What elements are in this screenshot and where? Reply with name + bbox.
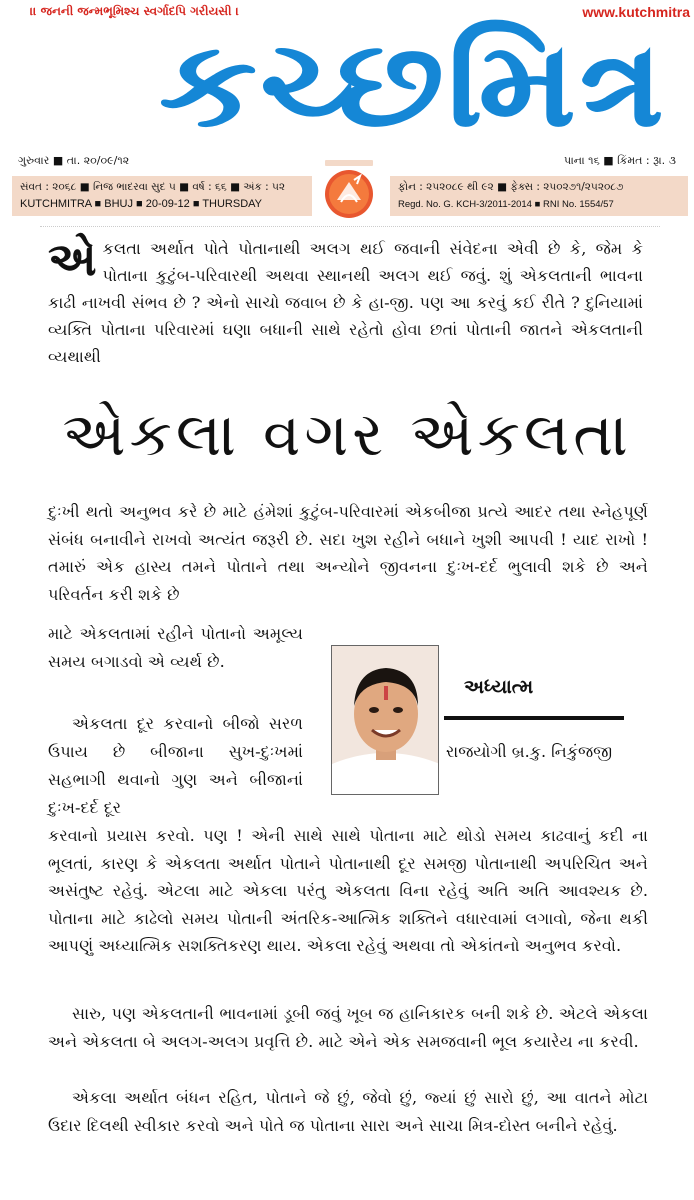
samvat-line: સંવત : ૨૦૬૮ ■ નિજ ભાદરવા સુદ ૫ ■ વર્ષ : ૬૬ ■ અંક : ૫૨ [20, 181, 286, 193]
masthead-logo: કચ્છમિત્ર [158, 15, 667, 153]
article-paragraph-4: સારુ, પણ એકલતાની ભાવનામાં ડૂબી જવું ખૂબ જ હાનિકારક બની શકે છે. એટલે એકલા અને એકલતા બે અલગ-અલગ પ્રવૃત્તિ છે. માટે એને એક સમજવાની ભૂલ કયારેય ના કરવી. [48, 1004, 648, 1051]
tagline: ।। જનની જન્મભૂમિશ્ચ સ્વર્ગાદપિ ગરીયસી । [30, 4, 239, 18]
article-paragraph-2: માટે એકલતામાં રહીને પોતાનો અમૂલ્ય સમય બગાડવો એ વ્યર્થ છે. [48, 624, 303, 671]
newspaper-emblem-icon [321, 158, 377, 220]
day-date: ગુરુવાર ■ તા. ૨૦/૦૯/૧૨ [18, 154, 130, 167]
issue-details-box [12, 176, 312, 216]
article-intro [48, 232, 643, 370]
registration-line: Regd. No. G. KCH-3/2011-2014 ■ RNI No. 1554/57 [398, 199, 614, 210]
contact-details-box [390, 176, 688, 216]
author-portrait-icon [332, 646, 439, 795]
pages-price: પાના ૧૬ ■ કિંમત : રૂા. ૩ [563, 154, 676, 167]
article-paragraph-3: એકલતા દૂર કરવાનો બીજો સરળ ઉપાય છે બીજાના સુખ-દુઃખમાં સહભાગી થવાનો ગુણ અને બીજાનાં દુઃખ-દર્દ દૂર [48, 714, 303, 817]
author-photo [331, 645, 439, 795]
section-label: અધ્યાત્મ [464, 676, 534, 698]
article-paragraph-5: એકલા અર્થાત બંધન રહિત, પોતાને જે છું, જેવો છું, જ્યાં છું સારો છું, આ વાતને મોટા ઉદાર દિલથી સ્વીકાર કરવો અને પોતે જ પોતાના સારા અને સાચા મિત્ર-દોસ્ત બનીને રહેવું. [48, 1088, 648, 1135]
divider [40, 226, 660, 227]
article-headline: એકલા વગર એકલતા [62, 400, 632, 470]
masthead [14, 15, 690, 153]
article-paragraph-3-continued: કરવાનો પ્રયાસ કરવો. પણ ! એની સાથે સાથે પોતાના માટે થોડો સમય કાઢવાનું કદી ના ભૂલતાં, કારણ કે એકલતા અર્થાત પોતાને પોતાનાથી દૂર સમજી પોતાનાથી અપરિચિત અને અસંતુષ્ટ રહેવું. એટલા માટે એકલા પરંતુ એકલતા વિના રહેવું અતિ અતિ આવશ્યક છે. પોતાના માટે કાઢેલો સમય પોતાની અંતરિક-આત્મિક શક્તિને વધારવામાં લગાવો, જેના થકી આપણું અધ્યાત્મિક સશક્તિકરણ થાય. એકલા રહેવું અથવા તો એકાંતનો અનુભવ કરવો. [48, 826, 648, 955]
english-date-line: KUTCHMITRA ■ BHUJ ■ 20-09-12 ■ THURSDAY [20, 198, 263, 210]
article-paragraph-1: દુઃખી થતો અનુભવ કરે છે માટે હંમેશાં કુટુંબ-પરિવારમાં એકબીજા પ્રત્યે આદર તથા સ્નેહપૂર્ણ સંબંધ બનાવીને રાખવો અત્યંત જરૂરી છે. સદા ખુશ રહીને બધાને ખુશી આપવી ! યાદ રાખો ! તમારું એક હાસ્ય તમને પોતાને તથા અન્યોને જીવનના દુઃખ-દર્દ ભુલાવી શકે છે અને પરિવર્તન કરી શકે છે [48, 502, 648, 604]
intro-text: કલતા અર્થાત પોતે પોતાનાથી અલગ થઈ જવાની સંવેદના એવી છે કે, જેમ કે પોતાના કુટુંબ-પરિવારથી અથવા સ્થાનથી અલગ થઈ જવું. શું એકલતાની ભાવના કાઢી નાખવી સંભવ છે ? એનો સાચો જવાબ છે કે હા-જી. પણ આ કરવું કઈ રીતે ? દુનિયામાં વ્યક્તિ પોતાના પરિવારમાં ઘણા બધાની સાથે રહેતો હોવા છતાં પોતાની જાતને એકલતાની વ્યથાથી [48, 239, 643, 366]
author-name: રાજયોગી બ્ર.કુ. નિકુંજજી [446, 742, 613, 761]
drop-cap: એ [48, 232, 97, 286]
phone-fax-line: ફોન : ૨૫૨૦૮૯ થી ૯૨ ■ ફેક્સ : ૨૫૦૨૭૧/૨૫૨૦૮૭ [398, 181, 624, 193]
section-divider [444, 716, 624, 720]
website-link[interactable]: www.kutchmitra [582, 4, 690, 20]
